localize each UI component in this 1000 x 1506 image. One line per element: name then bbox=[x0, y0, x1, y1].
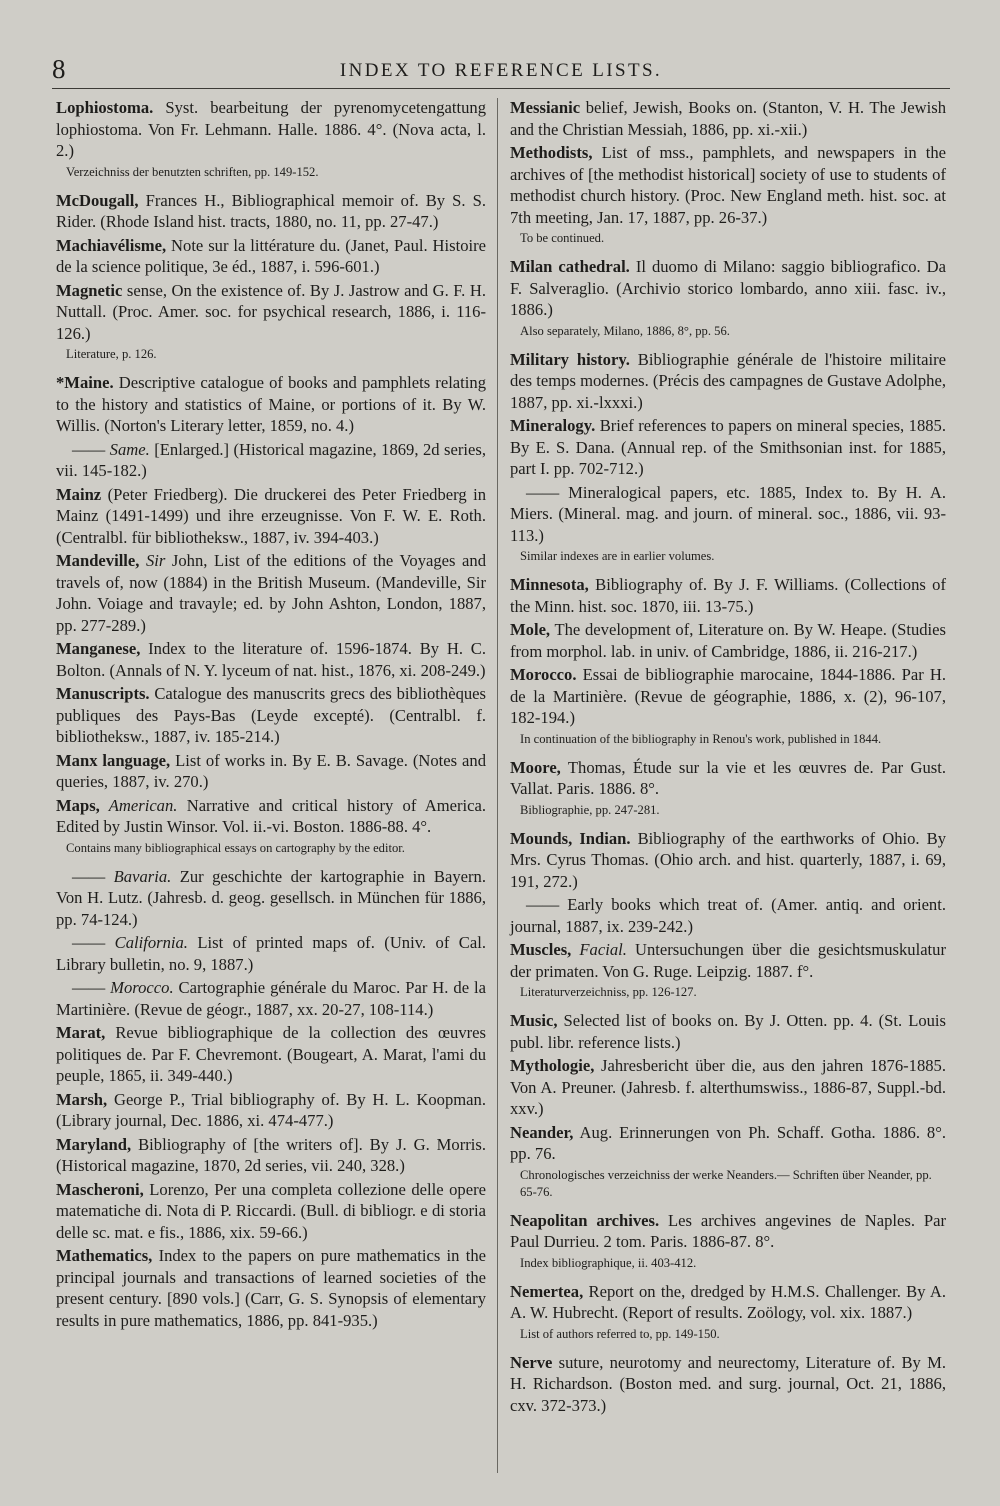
entry-text: Jahresbericht über die, aus den jahren 1876-1885. Von A. Preuner. (Jahresb. f. alterthumswiss., 1886-87, Suppl.-bd. xxv.) bbox=[510, 1056, 946, 1118]
index-entry bbox=[510, 1010, 946, 1053]
entry-text: Index to the literature of. 1596-1874. By H. C. Bolton. (Annals of N. Y. lyceum of nat. hist., 1876, xi. 208-249.) bbox=[56, 639, 486, 680]
entry-text: (Peter Friedberg). Die druckerei des Peter Friedberg in Mainz (1491-1499) und ihre erzeugnisse. Von F. W. E. Roth. (Centralbl. für bibliotheksw., 1887, iv. 394-403.) bbox=[56, 484, 486, 547]
entry-text: Aug. Erinnerungen von Ph. Schaff. Gotha. 1886. 8°. pp. 76. bbox=[510, 1122, 946, 1163]
entry-text: Lorenzo, Per una completa collezione delle opere matematiche di. Nota di P. Riccardi. (Bull. di bibliogr. e di storia delle sc. mat. e fis., 1886, xix. 59-66.) bbox=[56, 1179, 486, 1242]
index-entry bbox=[56, 1089, 486, 1132]
entry-heading: Machiavélisme, bbox=[56, 235, 167, 255]
entry-text: Il duomo di Milano: saggio bibliografico. Da F. Salveraglio. (Archivio storico lombardo, anno xiii. fasc. iv., 1886.) bbox=[510, 257, 946, 319]
entry-note: Also separately, Milano, 1886, 8°, pp. 56. bbox=[520, 323, 730, 338]
entry-text: Report on the, dredged by H.M.S. Challenger. By A. A. W. Hubrecht. (Report of results. Zoölogy, vol. xix. 1887.) bbox=[510, 1281, 946, 1322]
entry-heading: Mascheroni, bbox=[56, 1179, 144, 1199]
entry-text: Zur geschichte der kartographie in Bayern. Von H. Lutz. (Jahresb. d. geog. gesellsch. in München für 1886, pp. 74-124.) bbox=[56, 866, 486, 929]
entry-heading: Neander, bbox=[510, 1122, 574, 1142]
entry-text: suture, neurotomy and neurectomy, Literature of. By M. H. Richardson. (Boston med. and surg. journal, Oct. 21, 1886, cxv. 372-373.) bbox=[510, 1352, 946, 1415]
column-divider bbox=[497, 98, 498, 1473]
entry-note: Index bibliographique, ii. 403-412. bbox=[520, 1255, 697, 1270]
entry-text: Selected list of books on. By J. Otten. pp. 4. (St. Louis publ. libr. reference lists.) bbox=[510, 1011, 946, 1052]
entry-text: Brief references to papers on mineral species, 1885. By E. S. Dana. (Annual rep. of the Smithsonian inst. for 1885, part I. pp. 702-712.) bbox=[510, 416, 946, 478]
index-entry bbox=[56, 1134, 486, 1177]
entry-heading: Mainz bbox=[56, 484, 102, 504]
entry-text: List of mss., pamphlets, and newspapers in the archives of [the methodist historical] society of use to students of methodist church history. (Proc. New England meth. hist. soc. at 7th meeting, Jan. 17, 1887, pp. 26-37.) bbox=[510, 143, 946, 227]
entry-heading: Manx language, bbox=[56, 750, 171, 770]
entry-heading: Messianic bbox=[510, 98, 581, 117]
entry-heading: Mandeville, bbox=[56, 551, 140, 570]
entry-text: Syst. bearbeitung der pyrenomycetengattung lophiostoma. Von Fr. Lehmann. Halle. 1886. 4°. (Nova acta, l. 2.) bbox=[56, 98, 486, 160]
entry-note: Bibliographie, pp. 247-281. bbox=[520, 802, 660, 817]
entry-text: Bibliography of [the writers of]. By J. G. Morris. (Historical magazine, 1870, 2d series, vii. 240, 328.) bbox=[56, 1134, 486, 1175]
ditto-dash: —— bbox=[72, 866, 114, 886]
entry-heading: Mole, bbox=[510, 620, 551, 639]
index-entry bbox=[510, 619, 946, 662]
index-entry bbox=[510, 482, 946, 547]
entry-heading: Manuscripts. bbox=[56, 684, 150, 703]
entry-heading: Mathematics, bbox=[56, 1246, 153, 1265]
entry-text: [Enlarged.] (Historical magazine, 1869, 2d series, vii. 145-182.) bbox=[56, 439, 486, 480]
entry-text: John, List of the editions of the Voyages and travels of, now (1884) in the British Museum. (Mandeville, Sir John. Voiage and travayle; ed. by John Ashton, London, 1887, pp. 277-289.) bbox=[56, 551, 486, 635]
entry-note: Contains many bibliographical essays on cartography by the editor. bbox=[66, 840, 405, 855]
entry-heading: Mounds, Indian. bbox=[510, 828, 631, 848]
index-entry bbox=[56, 1179, 486, 1244]
entry-text: Descriptive catalogue of books and pamphlets relating to the history and statistics of Maine, or portions of it. By W. Willis. (Norton's Literary letter, 1859, no. 4.) bbox=[56, 373, 486, 435]
entry-heading: Moore, bbox=[510, 757, 561, 777]
index-entry bbox=[510, 97, 946, 140]
entry-text: Frances H., Bibliographical memoir of. By S. S. Rider. (Rhode Island hist. tracts, 1880, no. 11, pp. 27-47.) bbox=[56, 190, 486, 231]
index-entry bbox=[510, 1352, 946, 1417]
index-entry bbox=[56, 1022, 486, 1087]
entry-heading: Neapolitan archives. bbox=[510, 1210, 660, 1230]
entry-italic: Morocco. bbox=[110, 978, 174, 997]
index-entry bbox=[510, 1122, 946, 1165]
index-entry bbox=[56, 866, 486, 931]
entry-italic: Same. bbox=[109, 439, 150, 459]
entry-text: Thomas, Étude sur la vie et les œuvres de. Par Gust. Vallat. Paris. 1886. 8°. bbox=[510, 757, 946, 798]
entry-heading: Nemertea, bbox=[510, 1281, 584, 1301]
entry-note: Literature, p. 126. bbox=[66, 347, 157, 361]
entry-text: Essai de bibliographie marocaine, 1844-1886. Par H. de la Martinière. (Revue de géographie, 1886, x. (2), 96-107, 182-194.) bbox=[510, 665, 946, 727]
index-entry bbox=[510, 894, 946, 937]
entry-text: Bibliographie générale de l'histoire militaire des temps modernes. (Précis des campagnes de Gustave Adolphe, 1887, pp. xi.-lxxxi.) bbox=[510, 349, 947, 412]
entry-text: Bibliography of. By J. F. Williams. (Collections of the Minn. hist. soc. 1870, iii. 13-75.) bbox=[510, 575, 946, 616]
entry-heading: Milan cathedral. bbox=[510, 257, 630, 276]
index-entry bbox=[56, 977, 486, 1020]
entry-note: Chronologisches verzeichniss der werke Neanders.— Schriften über Neander, pp. 65-76. bbox=[520, 1167, 932, 1199]
entry-heading: McDougall, bbox=[56, 190, 139, 210]
entry-note: List of authors referred to, pp. 149-150. bbox=[520, 1326, 720, 1341]
entry-heading: Military history. bbox=[510, 349, 630, 369]
entry-heading: Maps, bbox=[56, 795, 100, 815]
index-entry bbox=[510, 757, 946, 800]
ditto-dash: —— bbox=[526, 895, 568, 914]
running-title: INDEX TO REFERENCE LISTS. bbox=[339, 60, 663, 81]
index-entry bbox=[510, 939, 946, 982]
index-entry bbox=[510, 142, 946, 228]
index-entry bbox=[56, 280, 486, 345]
entry-text: George P., Trial bibliography of. By H. L. Koopman. (Library journal, Dec. 1886, xi. 474-477.) bbox=[56, 1089, 486, 1130]
entry-text: The development of, Literature on. By W. Heape. (Studies from morphol. lab. in univ. of Cambridge, 1886, ii. 216-217.) bbox=[510, 620, 946, 661]
right-column bbox=[510, 97, 946, 1418]
entry-heading: Lophiostoma. bbox=[56, 98, 154, 117]
entry-italic: Sir bbox=[139, 551, 166, 570]
entry-heading: Maryland, bbox=[56, 1134, 132, 1154]
index-entry bbox=[510, 1055, 946, 1120]
entry-text: Revue bibliographique de la collection des œuvres politiques de. Par F. Chevremont. (Bougeart, A. Marat, l'ami du peuple, 1865, ii. 349-440.) bbox=[56, 1023, 486, 1085]
entry-text: Index to the papers on pure mathematics in the principal journals and transactions of learned societies of the present century. [890 vols.] (Carr, G. S. Synopsis of elementary results in pure mathematics, 1886, pp. 841-935.) bbox=[56, 1246, 486, 1330]
entry-heading: Morocco. bbox=[510, 665, 577, 684]
index-entry bbox=[56, 550, 486, 636]
left-column bbox=[56, 97, 486, 1333]
entry-note: Verzeichniss der benutzten schriften, pp. 149-152. bbox=[66, 164, 319, 179]
entry-text: belief, Jewish, Books on. (Stanton, V. H. The Jewish and the Christian Messiah, 1886, pp. xi.-xii.) bbox=[510, 98, 946, 139]
index-entry bbox=[56, 932, 486, 975]
entry-heading: Manganese, bbox=[56, 639, 141, 658]
index-entry bbox=[510, 828, 946, 893]
entry-heading: Marat, bbox=[56, 1023, 106, 1042]
page-number: 8 bbox=[52, 54, 66, 84]
index-entry bbox=[510, 415, 946, 480]
entry-heading: Music, bbox=[510, 1011, 558, 1030]
index-entry bbox=[510, 256, 946, 321]
entry-note: Literaturverzeichniss, pp. 126-127. bbox=[520, 985, 697, 999]
entry-heading: Magnetic bbox=[56, 280, 123, 300]
entry-text: Untersuchungen über die gesichtsmuskulatur der primaten. Von G. Ruge. Leipzig. 1887. f°. bbox=[510, 940, 946, 981]
entry-note: To be continued. bbox=[520, 231, 605, 245]
index-entry bbox=[56, 97, 486, 162]
index-entry bbox=[56, 372, 486, 437]
index-entry bbox=[56, 235, 486, 278]
entry-heading: Minnesota, bbox=[510, 575, 589, 594]
index-entry bbox=[56, 683, 486, 748]
entry-text: Bibliography of the earthworks of Ohio. By Mrs. Cyrus Thomas. (Ohio arch. and hist. quarterly, 1887, i. 69, 191, 272.) bbox=[510, 828, 946, 891]
entry-text: Les archives angevines de Naples. Par Paul Durrieu. 2 tom. Paris. 1886-87. 8°. bbox=[510, 1210, 946, 1251]
index-entry bbox=[510, 349, 946, 414]
index-entry bbox=[510, 1281, 946, 1324]
ditto-dash: —— bbox=[72, 978, 111, 997]
ditto-dash: —— bbox=[72, 933, 115, 952]
index-entry bbox=[56, 750, 486, 793]
index-entry bbox=[56, 795, 486, 838]
entry-text: sense, On the existence of. By J. Jastrow and G. F. H. Nuttall. (Proc. Amer. soc. for psychical research, 1886, i. 116-126.) bbox=[56, 280, 486, 343]
entry-text: List of printed maps of. (Univ. of Cal. Library bulletin, no. 9, 1887.) bbox=[56, 933, 486, 974]
index-entry bbox=[510, 664, 946, 729]
entry-heading: Nerve bbox=[510, 1352, 553, 1372]
index-entry bbox=[510, 574, 946, 617]
index-entry bbox=[56, 1245, 486, 1331]
index-entry bbox=[56, 484, 486, 549]
entry-heading: Mythologie, bbox=[510, 1056, 595, 1075]
ditto-dash: —— bbox=[72, 439, 110, 459]
index-entry bbox=[510, 1210, 946, 1253]
entry-text: Mineralogical papers, etc. 1885, Index to. By H. A. Miers. (Mineral. mag. and journ. of mineral. soc., 1886, vii. 93-113.) bbox=[510, 482, 947, 545]
page-header bbox=[52, 52, 950, 89]
entry-italic: American. bbox=[99, 795, 178, 815]
entry-italic: Bavaria. bbox=[113, 866, 172, 886]
entry-heading: Muscles, bbox=[510, 940, 572, 959]
ditto-dash: —— bbox=[526, 482, 569, 502]
entry-text: List of works in. By E. B. Savage. (Notes and queries, 1887, iv. 270.) bbox=[56, 750, 486, 791]
entry-text: Cartographie générale du Maroc. Par H. de la Martinière. (Revue de géogr., 1887, xx. 20-27, 108-114.) bbox=[56, 978, 486, 1019]
entry-text: Note sur la littérature du. (Janet, Paul. Histoire de la science politique, 3e éd., 1887, i. 596-601.) bbox=[56, 235, 486, 276]
index-entry bbox=[56, 638, 486, 681]
entry-note: In continuation of the bibliography in Renou's work, published in 1844. bbox=[520, 731, 882, 746]
index-entry bbox=[56, 190, 486, 233]
entry-heading: Methodists, bbox=[510, 143, 593, 162]
entry-italic: California. bbox=[114, 933, 188, 952]
entry-heading: Marsh, bbox=[56, 1089, 108, 1109]
index-entry bbox=[56, 439, 486, 482]
entry-text: Early books which treat of. (Amer. antiq. and orient. journal, 1887, ix. 239-242.) bbox=[510, 895, 946, 936]
entry-heading: *Maine. bbox=[56, 373, 114, 392]
entry-italic: Facial. bbox=[571, 940, 627, 959]
entry-text: Catalogue des manuscrits grecs des bibliothèques publiques des Pays-Bas (Leyde excepté). (Centralbl. f. bibliotheksw., 1887, iv. 185-214.) bbox=[56, 684, 486, 746]
entry-text: Narrative and critical history of America. Edited by Justin Winsor. Vol. ii.-vi. Boston. 1886-88. 4°. bbox=[56, 795, 486, 836]
entry-note: Similar indexes are in earlier volumes. bbox=[520, 549, 715, 563]
entry-heading: Mineralogy. bbox=[510, 416, 596, 435]
